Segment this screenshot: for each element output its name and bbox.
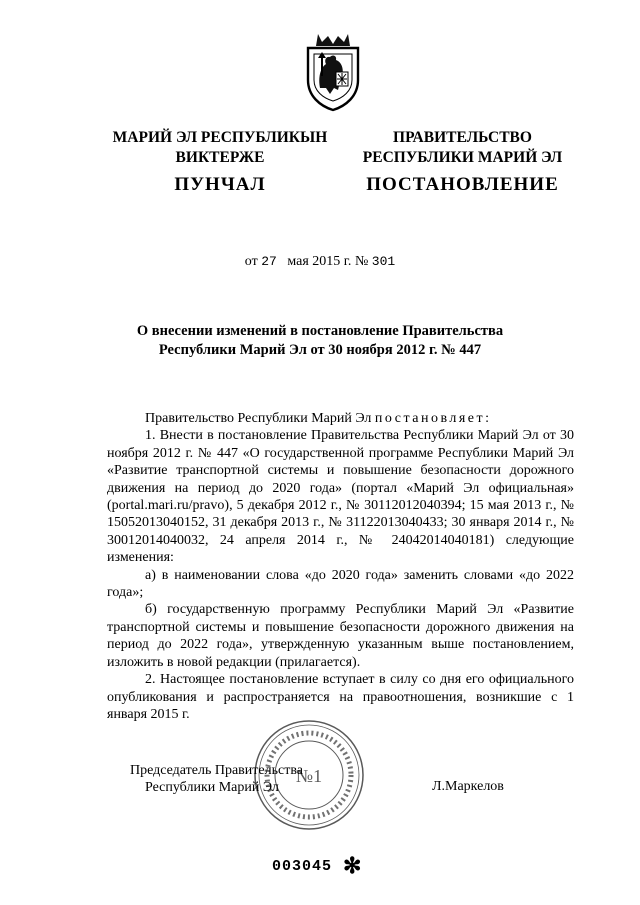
coat-of-arms-emblem xyxy=(300,28,366,112)
header-left-doc-kind: ПУНЧАЛ xyxy=(174,174,266,195)
signatory-name: Л.Маркелов xyxy=(432,779,504,794)
body-paragraph-1: 1. Внести в постановление Правительства Республики Марий Эл от 30 ноября 2012 г. № 447 «О государственной программе Республики Марий Эл «Развитие транспортной системы и повышение безопасности дорожного движения на период до 2020 года» (портал «Марий Эл официальная» (portal.mari.ru/pravo), 5 декабря 2012 г., № 30112012040394; 15 мая 2013 г., № 15052013040152, 31 декабря 2013 г., № 31122013040433; 30 января 2014 г., № 30012014040032, 24 апреля 2014 г., № 24042014040181) следующие изменения: xyxy=(107,428,574,566)
document-body xyxy=(107,410,574,723)
body-intro xyxy=(107,410,574,427)
body-paragraph-1b: б) государственную программу Республики Марий Эл «Развитие транспортной системы и повышение безопасности дорожного движения на период до 2022 года», утвержденную указанным выше постановлением, изложить в новой редакции (прилагается). xyxy=(107,602,574,670)
asterisk-mark-icon: ✻ xyxy=(343,853,362,878)
title-line1: О внесении изменений в постановление Правительства xyxy=(136,323,504,339)
document-number: 301 xyxy=(371,254,396,269)
body-paragraph-1a: а) в наименовании слова «до 2020 года» заменить словами «до 2022 года»; xyxy=(107,567,574,601)
date-month-year: мая 2015 г. xyxy=(287,254,352,269)
document-title xyxy=(80,322,560,360)
header-left-line2: ВИКТЕРЖЕ xyxy=(175,149,265,166)
body-paragraph-2: 2. Настоящее постановление вступает в силу со дня его официального опубликования и распространяется на правоотношения, возникшие с 1 января 2015 г. xyxy=(107,672,574,722)
header-left-line1: МАРИЙ ЭЛ РЕСПУБЛИКЫН xyxy=(112,129,328,146)
date-day: 27 xyxy=(261,254,277,269)
seal-number: №1 xyxy=(295,766,323,786)
header-right-line1: ПРАВИТЕЛЬСТВО xyxy=(393,129,532,146)
intro-text: Правительство Республики Марий Эл xyxy=(145,411,372,426)
header-right-line2: РЕСПУБЛИКИ МАРИЙ ЭЛ xyxy=(362,149,563,166)
form-serial-number: 003045 xyxy=(272,858,333,875)
title-line2: Республики Марий Эл от 30 ноября 2012 г. № 447 xyxy=(158,342,482,358)
header-right-title xyxy=(345,128,580,168)
header-right-doc-kind: ПОСТАНОВЛЕНИЕ xyxy=(366,174,559,195)
document-date-line xyxy=(0,254,640,270)
number-sign: № xyxy=(354,254,369,269)
header-left-title xyxy=(95,128,345,168)
signatory-position-line1: Председатель Правительства xyxy=(130,763,303,778)
intro-decree-word: постановляет: xyxy=(374,411,492,426)
date-prefix: от xyxy=(244,254,258,269)
signatory-position xyxy=(130,762,303,796)
signatory-position-line2: Республики Марий Эл xyxy=(145,780,279,795)
